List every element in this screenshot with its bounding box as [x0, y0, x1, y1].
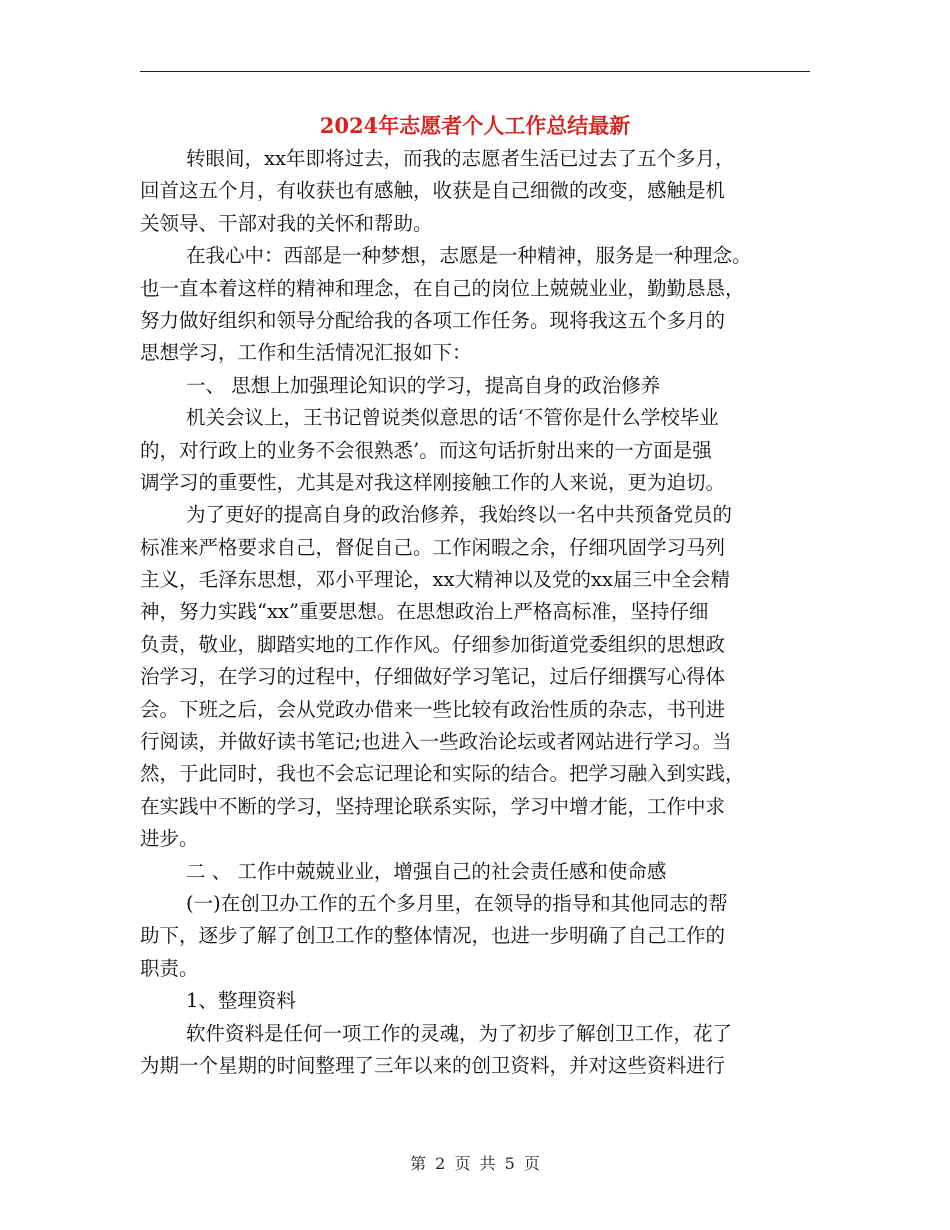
text-line: 为了更好的提高自身的政治修养，我始终以一名中共预备党员的	[186, 503, 733, 527]
text-line: 会。下班之后，会从党政办借来一些比较有政治性质的杂志，书刊进	[140, 697, 726, 721]
text-line: 的，对行政上的业务不会很熟悉’。而这句话折射出来的一方面是强	[140, 438, 712, 462]
page-number-footer: 第 2 页 共 5 页	[410, 1154, 540, 1173]
text-line: 调学习的重要性，尤其是对我这样刚接触工作的人来说，更为迫切。	[140, 470, 726, 494]
text-line: 关领导、干部对我的关怀和帮助。	[140, 211, 433, 235]
text-line: 行阅读，并做好读书笔记;也进入一些政治论坛或者网站进行学习。当	[140, 730, 732, 754]
text-line: 思想学习，工作和生活情况汇报如下：	[140, 341, 472, 365]
text-line: 负责，敬业，脚踏实地的工作作风。仔细参加街道党委组织的思想政	[140, 632, 726, 656]
text-line: 在实践中不断的学习，坚持理论联系实际，学习中增才能，工作中求	[140, 794, 726, 818]
text-line: 二 、 工作中兢兢业业，增强自己的社会责任感和使命感	[186, 859, 667, 883]
body-text	[140, 143, 810, 1082]
text-line: 标准来严格要求自己，督促自己。工作闲暇之余，仔细巩固学习马列	[140, 535, 726, 559]
text-line: 机关会议上，王书记曾说类似意思的话‘不管你是什么学校毕业	[186, 406, 719, 430]
text-line: 主义，毛泽东思想，邓小平理论，xx大精神以及党的xx届三中全会精	[140, 568, 730, 592]
text-line: 一、 思想上加强理论知识的学习，提高自身的政治修养	[186, 373, 661, 397]
text-line: 职责。	[140, 956, 199, 980]
text-line: 然，于此同时，我也不会忘记理论和实际的结合。把学习融入到实践，	[140, 762, 745, 786]
text-line: (一)在创卫办工作的五个多月里，在领导的指导和其他同志的帮	[186, 891, 728, 915]
document-body	[140, 143, 810, 1082]
text-line: 助下，逐步了解了创卫工作的整体情况，也进一步明确了自己工作的	[140, 924, 726, 948]
document-title: 2024年志愿者个人工作总结最新	[319, 113, 631, 138]
text-line: 回首这五个月，有收获也有感触，收获是自己细微的改变，感触是机	[140, 179, 726, 203]
text-line: 为期一个星期的时间整理了三年以来的创卫资料，并对这些资料进行	[140, 1053, 726, 1077]
text-line: 努力做好组织和领导分配给我的各项工作任务。现将我这五个多月的	[140, 308, 726, 332]
header-rule	[140, 71, 810, 72]
text-line: 进步。	[140, 827, 199, 851]
text-line: 在我心中：西部是一种梦想，志愿是一种精神，服务是一种理念。	[186, 244, 752, 268]
text-line: 软件资料是任何一项工作的灵魂，为了初步了解创卫工作，花了	[186, 1021, 733, 1045]
text-line: 神，努力实践“xx”重要思想。在思想政治上严格高标准，坚持仔细	[140, 600, 709, 624]
text-line: 转眼间，xx年即将过去，而我的志愿者生活已过去了五个多月，	[186, 147, 735, 170]
text-line: 治学习，在学习的过程中，仔细做好学习笔记，过后仔细撰写心得体	[140, 665, 726, 689]
text-line: 也一直本着这样的精神和理念，在自己的岗位上兢兢业业，勤勤恳恳，	[140, 276, 745, 300]
text-line: 1、整理资料	[186, 989, 296, 1013]
